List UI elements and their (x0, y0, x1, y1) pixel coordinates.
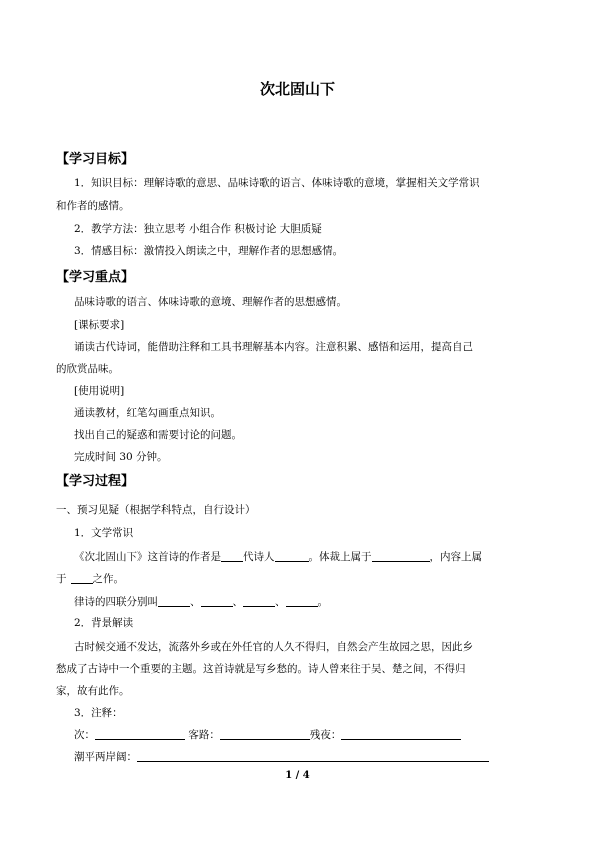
focus-text: 品味诗歌的语言、体味诗歌的意境、理解作者的思想感情。 (74, 296, 347, 308)
note-kelu-blank[interactable] (220, 727, 310, 740)
lit-text-d: ，内容上属 (429, 551, 482, 563)
usage-item-3: 完成时间 30 分钟。 (74, 451, 168, 463)
note-canye-blank[interactable] (341, 727, 461, 740)
background-label: 2．背景解读 (74, 617, 134, 629)
usage-item-2: 找出自己的疑惑和需要讨论的问题。 (74, 429, 242, 441)
note-ci-blank[interactable] (95, 727, 185, 740)
dynasty-blank[interactable] (221, 549, 243, 562)
note-canye-label: 残夜： (309, 729, 342, 741)
notes-row-1 (74, 727, 461, 742)
standard-line-2: 的欣赏品味。 (56, 363, 119, 375)
standard-label: [课标要求] (74, 319, 125, 331)
couplet-3-blank[interactable] (243, 594, 275, 607)
standard-line-1: 诵读古代诗词，能借助注释和工具书理解基本内容。注意积累、感悟和运用，提高自己 (74, 341, 473, 353)
lit-text-f: 之作。 (92, 573, 124, 585)
sep-3: 、 (275, 596, 286, 608)
goal-1-line-1: 1．知识目标：理解诗歌的意思、品味诗歌的语言、体味诗歌的意境，掌握相关文学常识 (74, 177, 480, 189)
page-title: 次北固山下 (259, 80, 335, 98)
note-chaoping-label: 潮平两岸阔： (74, 751, 137, 763)
lit-text-e: 于 (56, 573, 67, 585)
sep-2: 、 (232, 596, 243, 608)
literature-question (74, 549, 482, 564)
preview-heading: 一、预习见疑（根据学科特点，自行设计） (56, 504, 256, 516)
background-line-1: 古时候交通不发达，流落外乡或在外任官的人久不得归，自然会产生故园之思，因此乡 (74, 641, 473, 653)
background-line-3: 家，故有此作。 (56, 685, 130, 697)
note-chaoping-blank[interactable] (137, 749, 489, 762)
page-number: 1 / 4 (285, 770, 310, 781)
lushi-question (74, 594, 328, 609)
goal-1-line-2: 和作者的感情。 (56, 200, 130, 212)
section-heading-goals: 【学习目标】 (56, 152, 135, 167)
couplet-1-blank[interactable] (158, 594, 190, 607)
couplet-2-blank[interactable] (201, 594, 233, 607)
couplet-4-blank[interactable] (286, 594, 318, 607)
note-kelu-label: 客路： (188, 729, 220, 741)
usage-label: [使用说明] (74, 385, 125, 397)
lit-text-c: 。体裁上属于 (308, 551, 372, 563)
notes-row-2 (74, 749, 489, 764)
notes-label: 3．注释： (74, 707, 123, 719)
lit-text-b: 代诗人 (243, 551, 275, 563)
lushi-text: 律诗的四联分别叫 (74, 596, 158, 608)
content-blank[interactable] (71, 571, 93, 584)
usage-item-1: 通读教材，红笔勾画重点知识。 (74, 407, 221, 419)
section-heading-focus: 【学习重点】 (56, 270, 135, 285)
poet-blank[interactable] (275, 549, 309, 562)
literature-label: 1．文学常识 (74, 527, 134, 539)
literature-question-cont (56, 571, 124, 586)
end-period: 。 (317, 596, 328, 608)
genre-blank[interactable] (372, 549, 430, 562)
goal-2: 2．教学方法：独立思考 小组合作 积极讨论 大胆质疑 (74, 223, 322, 235)
sep-1: 、 (190, 596, 201, 608)
goal-3: 3．情感目标：激情投入朗读之中，理解作者的思想感情。 (74, 245, 344, 257)
lit-text-a: 《次北固山下》这首诗的作者是 (74, 551, 221, 563)
note-ci-label: 次： (74, 729, 95, 741)
background-line-2: 愁成了古诗中一个重要的主题。这首诗就是写乡愁的。诗人曾来往于吴、楚之间，不得归 (56, 663, 466, 675)
section-heading-process: 【学习过程】 (56, 474, 135, 489)
